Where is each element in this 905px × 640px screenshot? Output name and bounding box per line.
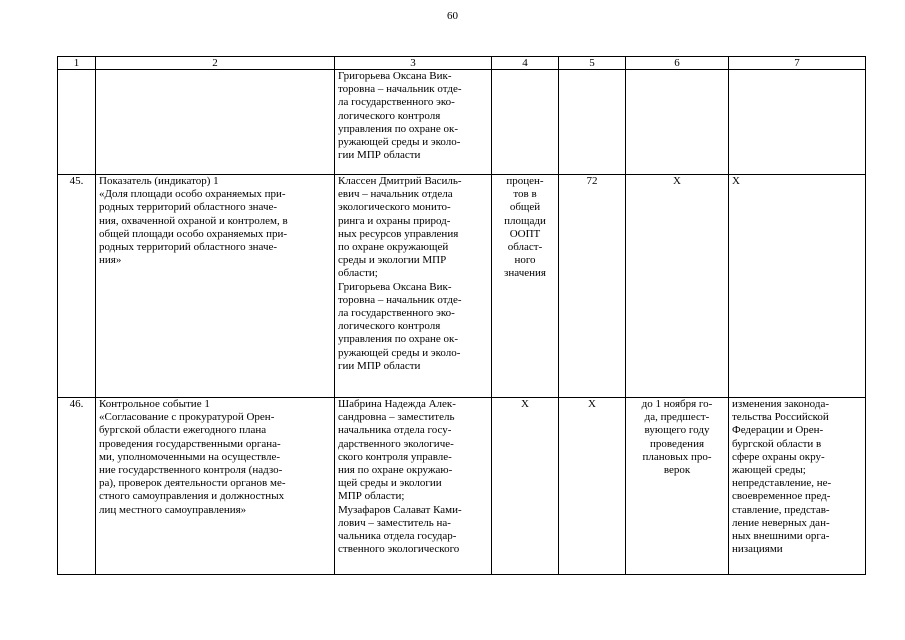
table-row <box>58 175 866 398</box>
risk-cell <box>729 70 866 175</box>
column-number: 5 <box>559 57 626 70</box>
unit-cell: процен- тов в общей площади ООПТ област- ного значения <box>492 175 559 398</box>
value-cell: Х <box>559 398 626 575</box>
column-number: 7 <box>729 57 866 70</box>
deadline-cell: до 1 ноября го- да, предшест- вующего году проведения плановых про- верок <box>626 398 729 575</box>
value-cell: 72 <box>559 175 626 398</box>
unit-cell <box>492 70 559 175</box>
column-number: 6 <box>626 57 729 70</box>
table-row <box>58 398 866 575</box>
unit-cell: Х <box>492 398 559 575</box>
row-number-cell: 45. <box>58 175 96 398</box>
indicator-name-cell <box>96 70 335 175</box>
risk-cell: Х <box>729 175 866 398</box>
responsible-person-cell: Шабрина Надежда Алек- сандровна – заместитель начальника отдела госу- дарственного экологиче- ского контроля управле- ния по охране окружаю- щей среды и экологии МПР области; Музафаров Салават Ками- лович – заместитель на- чальника отдела государ- ственного экологического <box>335 398 492 575</box>
responsible-person-cell: Григорьева Оксана Вик- торовна – начальник отде- ла государственного эко- логического контроля управления по охране ок- ружающей среды и эколо- гии МПР области <box>335 70 492 175</box>
monitoring-table <box>57 56 866 575</box>
indicator-name-cell: Показатель (индикатор) 1 «Доля площади особо охраняемых при- родных территорий областного значе- ния, охваченной охраной и контролем, в общей площади особо охраняемых при- родных территорий областного значе- ния» <box>96 175 335 398</box>
column-number: 4 <box>492 57 559 70</box>
value-cell <box>559 70 626 175</box>
column-number-row <box>58 57 866 70</box>
row-number-cell <box>58 70 96 175</box>
deadline-cell <box>626 70 729 175</box>
deadline-cell: Х <box>626 175 729 398</box>
page-number: 60 <box>447 10 458 22</box>
column-number: 1 <box>58 57 96 70</box>
responsible-person-cell: Классен Дмитрий Василь- евич – начальник отдела экологического монито- ринга и охраны природ- ных ресурсов управления по охране окружающей среды и экологии МПР области; Григорьева Оксана Вик- торовна – начальник отде- ла государственного эко- логического контроля управления по охране ок- ружающей среды и эколо- гии МПР области <box>335 175 492 398</box>
table-row <box>58 70 866 175</box>
column-number: 2 <box>96 57 335 70</box>
row-number-cell: 46. <box>58 398 96 575</box>
indicator-name-cell: Контрольное событие 1 «Согласование с прокуратурой Орен- бургской области ежегодного плана проведения государственными органа- ми, уполномоченными на осуществле- ние государственного контроля (надзо- ра), проверок деятельности органов ме- стного самоуправления и должностных лиц местного самоуправления» <box>96 398 335 575</box>
risk-cell: изменения законода- тельства Российской Федерации и Орен- бургской области в сфере охраны окру- жающей среды; непредставление, не- своевременное пред- ставление, представ- ление неверных дан- ных внешними орга- низациями <box>729 398 866 575</box>
column-number: 3 <box>335 57 492 70</box>
